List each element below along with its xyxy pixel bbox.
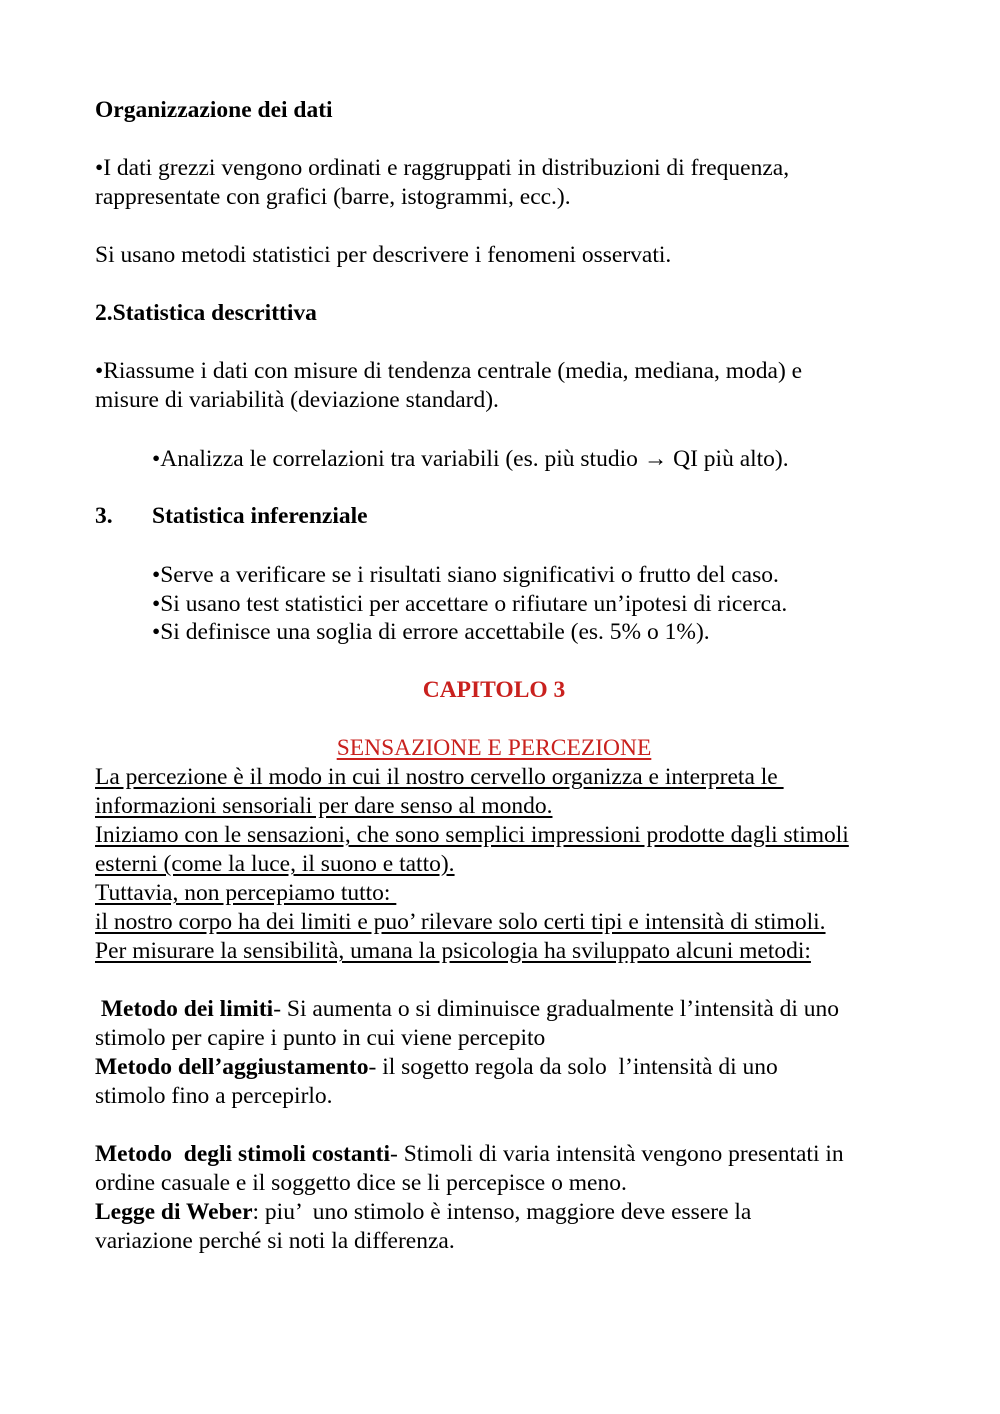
chapter-subtitle: SENSAZIONE E PERCEZIONE <box>336 735 652 761</box>
method-limiti-line <box>95 995 839 1024</box>
paragraph-line: •I dati grezzi vengono ordinati e raggruppati in distribuzioni di frequenza, <box>95 155 790 181</box>
paragraph-line: misure di variabilità (deviazione standard). <box>95 387 499 413</box>
method-costanti-term: Metodo degli stimoli costanti <box>95 1141 391 1167</box>
intro-line: Per misurare la sensibilità, umana la psicologia ha sviluppato alcuni metodi: <box>95 938 811 964</box>
section-heading-statistica-inferenziale: Statistica inferenziale <box>152 503 368 529</box>
paragraph-line: variazione perché si noti la differenza. <box>95 1228 455 1254</box>
section-heading-organizzazione: Organizzazione dei dati <box>95 97 333 123</box>
section-number: 3. <box>95 503 113 529</box>
section-heading-statistica-descrittiva: 2.Statistica descrittiva <box>95 300 317 326</box>
paragraph-line: stimolo fino a percepirlo. <box>95 1083 333 1109</box>
paragraph-line: Si usano metodi statistici per descrivere i fenomeni osservati. <box>95 242 672 268</box>
legge-weber-term: Legge di Weber <box>95 1199 253 1225</box>
intro-line: Tuttavia, non percepiamo tutto: <box>95 880 397 906</box>
paragraph-line: rappresentate con grafici (barre, istogrammi, ecc.). <box>95 184 571 210</box>
paragraph-line: ordine casuale e il soggetto dice se li percepisce o meno. <box>95 1170 627 1196</box>
method-limiti-text: - Si aumenta o si diminuisce gradualmente l’intensità di uno <box>273 996 840 1022</box>
method-limiti-term: Metodo dei limiti <box>95 996 274 1022</box>
method-aggiustamento-text: - il sogetto regola da solo l’intensità di uno <box>368 1054 778 1080</box>
bullet-item: •Si usano test statistici per accettare o rifiutare un’ipotesi di ricerca. <box>152 591 788 617</box>
intro-line: esterni (come la luce, il suono e tatto). <box>95 851 455 877</box>
paragraph-line: •Riassume i dati con misure di tendenza centrale (media, mediana, moda) e <box>95 358 803 384</box>
bullet-item: •Analizza le correlazioni tra variabili (es. più studio → QI più alto). <box>152 446 789 472</box>
bullet-item: •Serve a verificare se i risultati siano significativi o frutto del caso. <box>152 562 779 588</box>
intro-line: La percezione è il modo in cui il nostro cervello organizza e interpreta le <box>95 764 784 790</box>
chapter-title: CAPITOLO 3 <box>422 677 566 703</box>
intro-line: il nostro corpo ha dei limiti e puo’ rilevare solo certi tipi e intensità di stimoli. <box>95 909 826 935</box>
method-costanti-line <box>95 1140 844 1169</box>
method-aggiustamento-term: Metodo dell’aggiustamento <box>95 1054 369 1080</box>
method-aggiustamento-line <box>95 1053 778 1082</box>
method-costanti-text: - Stimoli di varia intensità vengono presentati in <box>390 1141 844 1167</box>
legge-weber-line <box>95 1198 751 1227</box>
intro-line: Iniziamo con le sensazioni, che sono semplici impressioni prodotte dagli stimoli <box>95 822 849 848</box>
bullet-item: •Si definisce una soglia di errore accettabile (es. 5% o 1%). <box>152 619 710 645</box>
paragraph-line: stimolo per capire i punto in cui viene percepito <box>95 1025 546 1051</box>
legge-weber-text: : piu’ uno stimolo è intenso, maggiore deve essere la <box>252 1199 752 1225</box>
intro-line: informazioni sensoriali per dare senso al mondo. <box>95 793 553 819</box>
